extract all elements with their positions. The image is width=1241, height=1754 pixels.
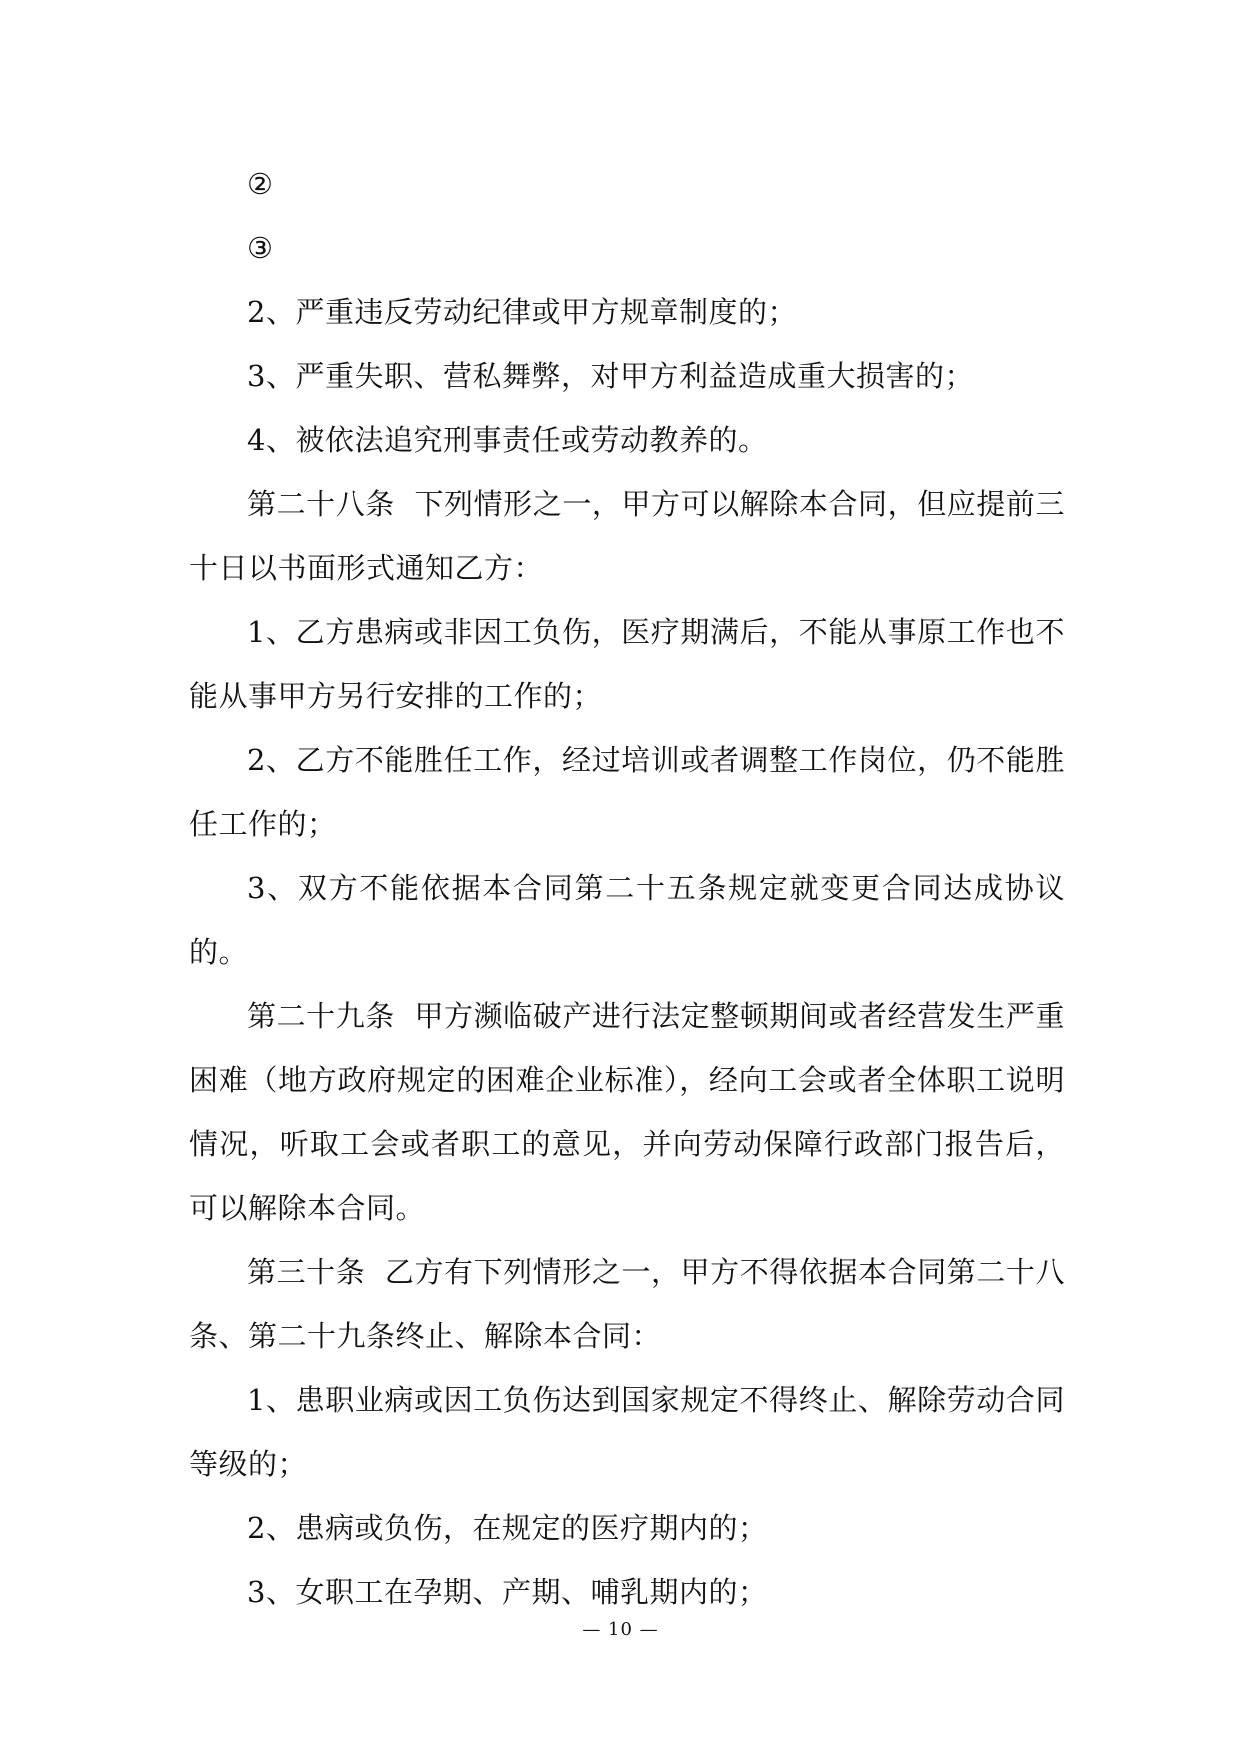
paragraph-article-28-item-2: 2、乙方不能胜任工作，经过培训或者调整工作岗位，仍不能胜任工作的；	[189, 743, 1065, 841]
paragraph-article-30: 第三十条 乙方有下列情形之一，甲方不得依据本合同第二十八条、第二十九条终止、解除本合同：	[189, 1255, 1065, 1353]
paragraph-item-3-misconduct: 3、严重失职、营私舞弊，对甲方利益造成重大损害的；	[247, 359, 974, 393]
paragraph-article-30-item-3: 3、女职工在孕期、产期、哺乳期内的；	[247, 1575, 768, 1609]
paragraph-article-28-item-3: 3、双方不能依据本合同第二十五条规定就变更合同达成协议的。	[189, 871, 1065, 969]
paragraph-circled-3: ③	[247, 231, 274, 265]
paragraph-article-28: 第二十八条 下列情形之一，甲方可以解除本合同，但应提前三十日以书面形式通知乙方：	[189, 487, 1065, 585]
paragraph-article-29: 第二十九条 甲方濒临破产进行法定整顿期间或者经营发生严重困难（地方政府规定的困难企业标准），经向工会或者全体职工说明情况，听取工会或者职工的意见，并向劳动保障行政部门报告后，可以解除本合同。	[189, 999, 1065, 1225]
paragraph-article-30-item-2: 2、患病或负伤，在规定的医疗期内的；	[247, 1511, 768, 1545]
paragraph-article-30-item-1: 1、患职业病或因工负伤达到国家规定不得终止、解除劳动合同等级的；	[189, 1383, 1065, 1481]
paragraph-circled-2: ②	[247, 167, 274, 201]
paragraph-item-2-discipline: 2、严重违反劳动纪律或甲方规章制度的；	[247, 295, 797, 329]
document-body	[189, 152, 1065, 1624]
paragraph-item-4-criminal: 4、被依法追究刑事责任或劳动教养的。	[247, 423, 768, 457]
page-number: — 10 —	[582, 1619, 659, 1640]
paragraph-article-28-item-1: 1、乙方患病或非因工负伤，医疗期满后，不能从事原工作也不能从事甲方另行安排的工作的；	[189, 615, 1065, 713]
